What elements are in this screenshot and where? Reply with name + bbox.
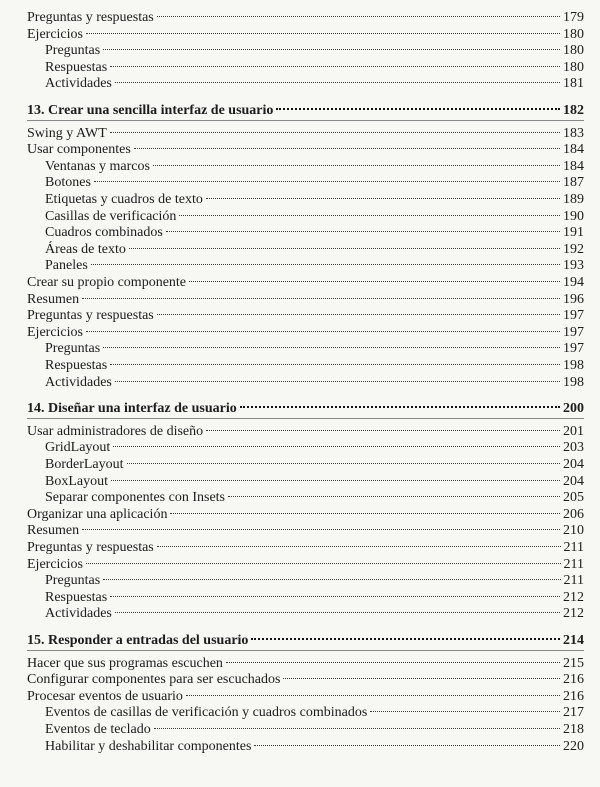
dot-leader (103, 347, 560, 348)
toc-chapter-entry (0, 632, 600, 650)
toc-entry (0, 241, 600, 259)
toc-entry-label: Usar componentes (27, 142, 131, 158)
toc-row (45, 473, 584, 491)
toc-entry-label: Actividades (45, 606, 112, 622)
toc-entry-label: Paneles (45, 258, 88, 274)
dot-leader (110, 132, 560, 133)
toc-page-number: 216 (563, 672, 584, 688)
toc-entry-label: BorderLayout (45, 457, 124, 472)
toc-entry (0, 125, 600, 143)
toc-entry (0, 473, 600, 491)
toc-page-number: 180 (563, 26, 584, 42)
dot-leader (276, 108, 560, 110)
toc-row (45, 158, 584, 176)
toc-row (27, 400, 584, 418)
toc-row (27, 506, 584, 524)
toc-entry-label: Configurar componentes para ser escuchados (27, 672, 281, 688)
dot-leader (154, 728, 560, 729)
toc-entry-label: 14. Diseñar una interfaz de usuario (27, 401, 237, 417)
dot-leader (186, 695, 560, 696)
toc-entry (0, 572, 600, 590)
dot-leader (86, 563, 561, 564)
dot-leader (129, 248, 560, 249)
toc-page-number: 204 (563, 457, 584, 472)
dot-leader (110, 66, 560, 67)
toc-page-number: 194 (563, 275, 584, 290)
toc-entry-label: Ejercicios (27, 324, 83, 340)
dot-leader (206, 198, 560, 199)
chapter-divider (27, 120, 584, 121)
toc-page-number: 197 (563, 324, 584, 340)
dot-leader (134, 148, 560, 149)
toc-entry-label: Preguntas y respuestas (27, 10, 154, 25)
toc-entry-label: Crear su propio componente (27, 275, 187, 290)
dot-leader (283, 678, 560, 679)
toc-entry-label: Cuadros combinados (45, 225, 163, 241)
toc-entry-label: 13. Crear una sencilla interfaz de usuario (27, 103, 274, 118)
toc-entry-label: Respuestas (45, 358, 108, 373)
toc-entry (0, 423, 600, 441)
toc-row (45, 605, 584, 623)
toc-page-number: 200 (563, 401, 584, 417)
toc-row (27, 291, 584, 309)
dot-leader (153, 165, 560, 166)
dot-leader (240, 406, 560, 408)
toc-row (45, 456, 584, 474)
toc-entry (0, 291, 600, 309)
toc-entry (0, 589, 600, 607)
dot-leader (94, 181, 560, 182)
toc-entry (0, 556, 600, 574)
toc-page-number: 212 (563, 589, 584, 605)
toc-entry (0, 738, 600, 756)
dot-leader (228, 496, 560, 497)
toc-page-number: 203 (563, 440, 584, 456)
toc-entry (0, 357, 600, 375)
toc-row (27, 274, 584, 292)
dot-leader (110, 596, 560, 597)
toc-entry-label: Usar administradores de diseño (27, 423, 204, 439)
dot-leader (251, 638, 560, 640)
toc-entry-label: Preguntas y respuestas (27, 540, 154, 555)
toc-row (45, 374, 584, 392)
toc-entry-label: Botones (45, 175, 91, 191)
toc-entry-label: Ejercicios (27, 26, 83, 42)
toc-entry (0, 605, 600, 623)
toc-entry-label: Preguntas (45, 43, 101, 59)
toc-entry-label: Eventos de casillas de verificación y cuadros combinados (45, 705, 368, 721)
toc-entry (0, 257, 600, 275)
toc-entry (0, 42, 600, 60)
dot-leader (115, 82, 560, 83)
toc-entry (0, 307, 600, 325)
dot-leader (82, 298, 560, 299)
toc-entry (0, 141, 600, 159)
toc-page-number: 198 (563, 358, 584, 373)
toc-row (27, 655, 584, 673)
toc-page-number: 184 (563, 142, 584, 158)
toc-page-number: 197 (563, 308, 584, 324)
toc-page-number: 180 (563, 59, 584, 75)
toc-chapter-entry (0, 400, 600, 418)
dot-leader (103, 579, 560, 580)
toc-entry-label: Respuestas (45, 589, 108, 605)
toc-entry-label: Preguntas (45, 341, 101, 357)
toc-entry (0, 208, 600, 226)
toc-page-number: 212 (563, 606, 584, 622)
toc-entry (0, 340, 600, 358)
dot-leader (170, 513, 560, 514)
toc-row (27, 632, 584, 650)
toc-row (27, 671, 584, 689)
toc-row (27, 26, 584, 44)
toc-row (45, 439, 584, 457)
toc-row (45, 208, 584, 226)
toc-page-number: 217 (563, 705, 584, 721)
toc-entry-label: Etiquetas y cuadros de texto (45, 192, 203, 207)
toc-entry (0, 75, 600, 93)
toc-page-number: 216 (563, 688, 584, 704)
toc-page-number: 218 (563, 722, 584, 737)
toc-entry-label: Casillas de verificación (45, 208, 177, 224)
toc-row (27, 141, 584, 159)
toc-page-number: 179 (563, 10, 584, 25)
toc-entry (0, 374, 600, 392)
toc-row (45, 42, 584, 60)
dot-leader (86, 331, 560, 332)
toc-page-number: 206 (563, 506, 584, 522)
toc-row (27, 688, 584, 706)
toc-entry-label: Procesar eventos de usuario (27, 688, 183, 704)
dot-leader (127, 463, 560, 464)
toc-page-number: 184 (563, 158, 584, 174)
toc-page-number: 201 (563, 423, 584, 439)
dot-leader (166, 231, 560, 232)
toc-entry-label: BoxLayout (45, 473, 108, 489)
toc-page-number: 183 (563, 125, 584, 141)
dot-leader (111, 480, 560, 481)
toc-entry-label: Preguntas y respuestas (27, 308, 154, 324)
toc-entry-label: Organizar una aplicación (27, 506, 168, 522)
toc-entry-label: Eventos de teclado (45, 722, 151, 737)
toc-row (27, 324, 584, 342)
toc-row (45, 589, 584, 607)
toc-entry-label: Resumen (27, 523, 80, 539)
toc-row (45, 738, 584, 756)
toc-entry-label: Actividades (45, 76, 112, 92)
toc-row (45, 191, 584, 209)
toc-page-number: 189 (563, 192, 584, 207)
toc-page-number: 220 (563, 738, 584, 754)
toc-page-number: 198 (563, 374, 584, 390)
dot-leader (226, 662, 560, 663)
toc-entry (0, 158, 600, 176)
toc-page-number: 204 (563, 473, 584, 489)
toc-entry-label: Respuestas (45, 59, 108, 75)
toc-entry-label: Separar componentes con Insets (45, 490, 225, 506)
dot-leader (254, 745, 560, 746)
toc-page-number: 192 (563, 241, 584, 257)
toc-row (27, 522, 584, 540)
toc-entry-label: Actividades (45, 374, 112, 390)
toc-entry-label: Preguntas (45, 573, 101, 589)
toc-row (45, 721, 584, 739)
toc-page-number: 205 (563, 490, 584, 506)
toc-row (45, 59, 584, 77)
chapter-divider (27, 418, 584, 419)
toc-entry-label: Resumen (27, 291, 80, 307)
toc-entry (0, 439, 600, 457)
toc-page-number: 215 (563, 655, 584, 671)
toc-page-number: 210 (563, 523, 584, 539)
toc-entry-label: 15. Responder a entradas del usuario (27, 633, 249, 648)
toc-page-number: 193 (563, 258, 584, 274)
toc-entry-label: Áreas de texto (45, 241, 126, 257)
dot-leader (157, 16, 560, 17)
toc-entry (0, 174, 600, 192)
toc-row (27, 102, 584, 120)
toc-entry (0, 522, 600, 540)
toc-row (27, 423, 584, 441)
dot-leader (103, 49, 560, 50)
toc-row (27, 9, 584, 27)
toc-entry (0, 456, 600, 474)
dot-leader (189, 281, 560, 282)
toc-entry (0, 539, 600, 557)
dot-leader (157, 314, 560, 315)
toc-chapter-entry (0, 102, 600, 120)
toc-row (45, 704, 584, 722)
toc-entry (0, 655, 600, 673)
toc-row (45, 241, 584, 259)
toc-entry (0, 324, 600, 342)
toc-entry (0, 191, 600, 209)
dot-leader (113, 446, 560, 447)
toc-page-number: 180 (563, 43, 584, 59)
toc-page-number: 214 (563, 633, 584, 648)
toc-row (45, 489, 584, 507)
toc-entry (0, 721, 600, 739)
toc-page-number: 211 (563, 540, 584, 555)
dot-leader (82, 529, 560, 530)
toc-row (27, 307, 584, 325)
dot-leader (206, 430, 560, 431)
toc-entry (0, 506, 600, 524)
toc-entry (0, 9, 600, 27)
toc-entry (0, 489, 600, 507)
toc-entry-label: Ejercicios (27, 556, 83, 572)
toc-entry-label: Habilitar y deshabilitar componentes (45, 738, 252, 754)
toc-row (45, 75, 584, 93)
toc-page-number: 182 (563, 103, 584, 118)
toc-row (27, 125, 584, 143)
toc-page-number: 196 (563, 291, 584, 307)
toc-row (45, 572, 584, 590)
toc-row (45, 340, 584, 358)
dot-leader (157, 546, 561, 547)
dot-leader (86, 33, 560, 34)
dot-leader (179, 215, 560, 216)
toc-row (45, 224, 584, 242)
dot-leader (91, 264, 560, 265)
toc-page-number: 187 (563, 175, 584, 191)
dot-leader (110, 364, 560, 365)
toc-entry-label: Swing y AWT (27, 125, 107, 141)
toc-page-number: 211 (563, 556, 584, 572)
toc-row (27, 556, 584, 574)
dot-leader (370, 711, 560, 712)
chapter-divider (27, 650, 584, 651)
toc-row (45, 257, 584, 275)
toc-entry (0, 59, 600, 77)
dot-leader (115, 612, 560, 613)
toc-entry (0, 26, 600, 44)
toc-row (45, 357, 584, 375)
toc-row (27, 539, 584, 557)
toc-entry-label: GridLayout (45, 440, 111, 456)
dot-leader (115, 381, 560, 382)
toc-entry-label: Ventanas y marcos (45, 158, 150, 174)
toc-entry (0, 671, 600, 689)
toc-page-number: 181 (563, 76, 584, 92)
toc-entry (0, 224, 600, 242)
toc-page-number: 191 (563, 225, 584, 241)
toc-entry (0, 274, 600, 292)
toc-page-number: 190 (563, 208, 584, 224)
toc-entry-label: Hacer que sus programas escuchen (27, 655, 223, 671)
toc-row (45, 174, 584, 192)
toc-page-number: 211 (563, 573, 584, 589)
toc-page-number: 197 (563, 341, 584, 357)
toc-entry (0, 704, 600, 722)
toc-entry (0, 688, 600, 706)
